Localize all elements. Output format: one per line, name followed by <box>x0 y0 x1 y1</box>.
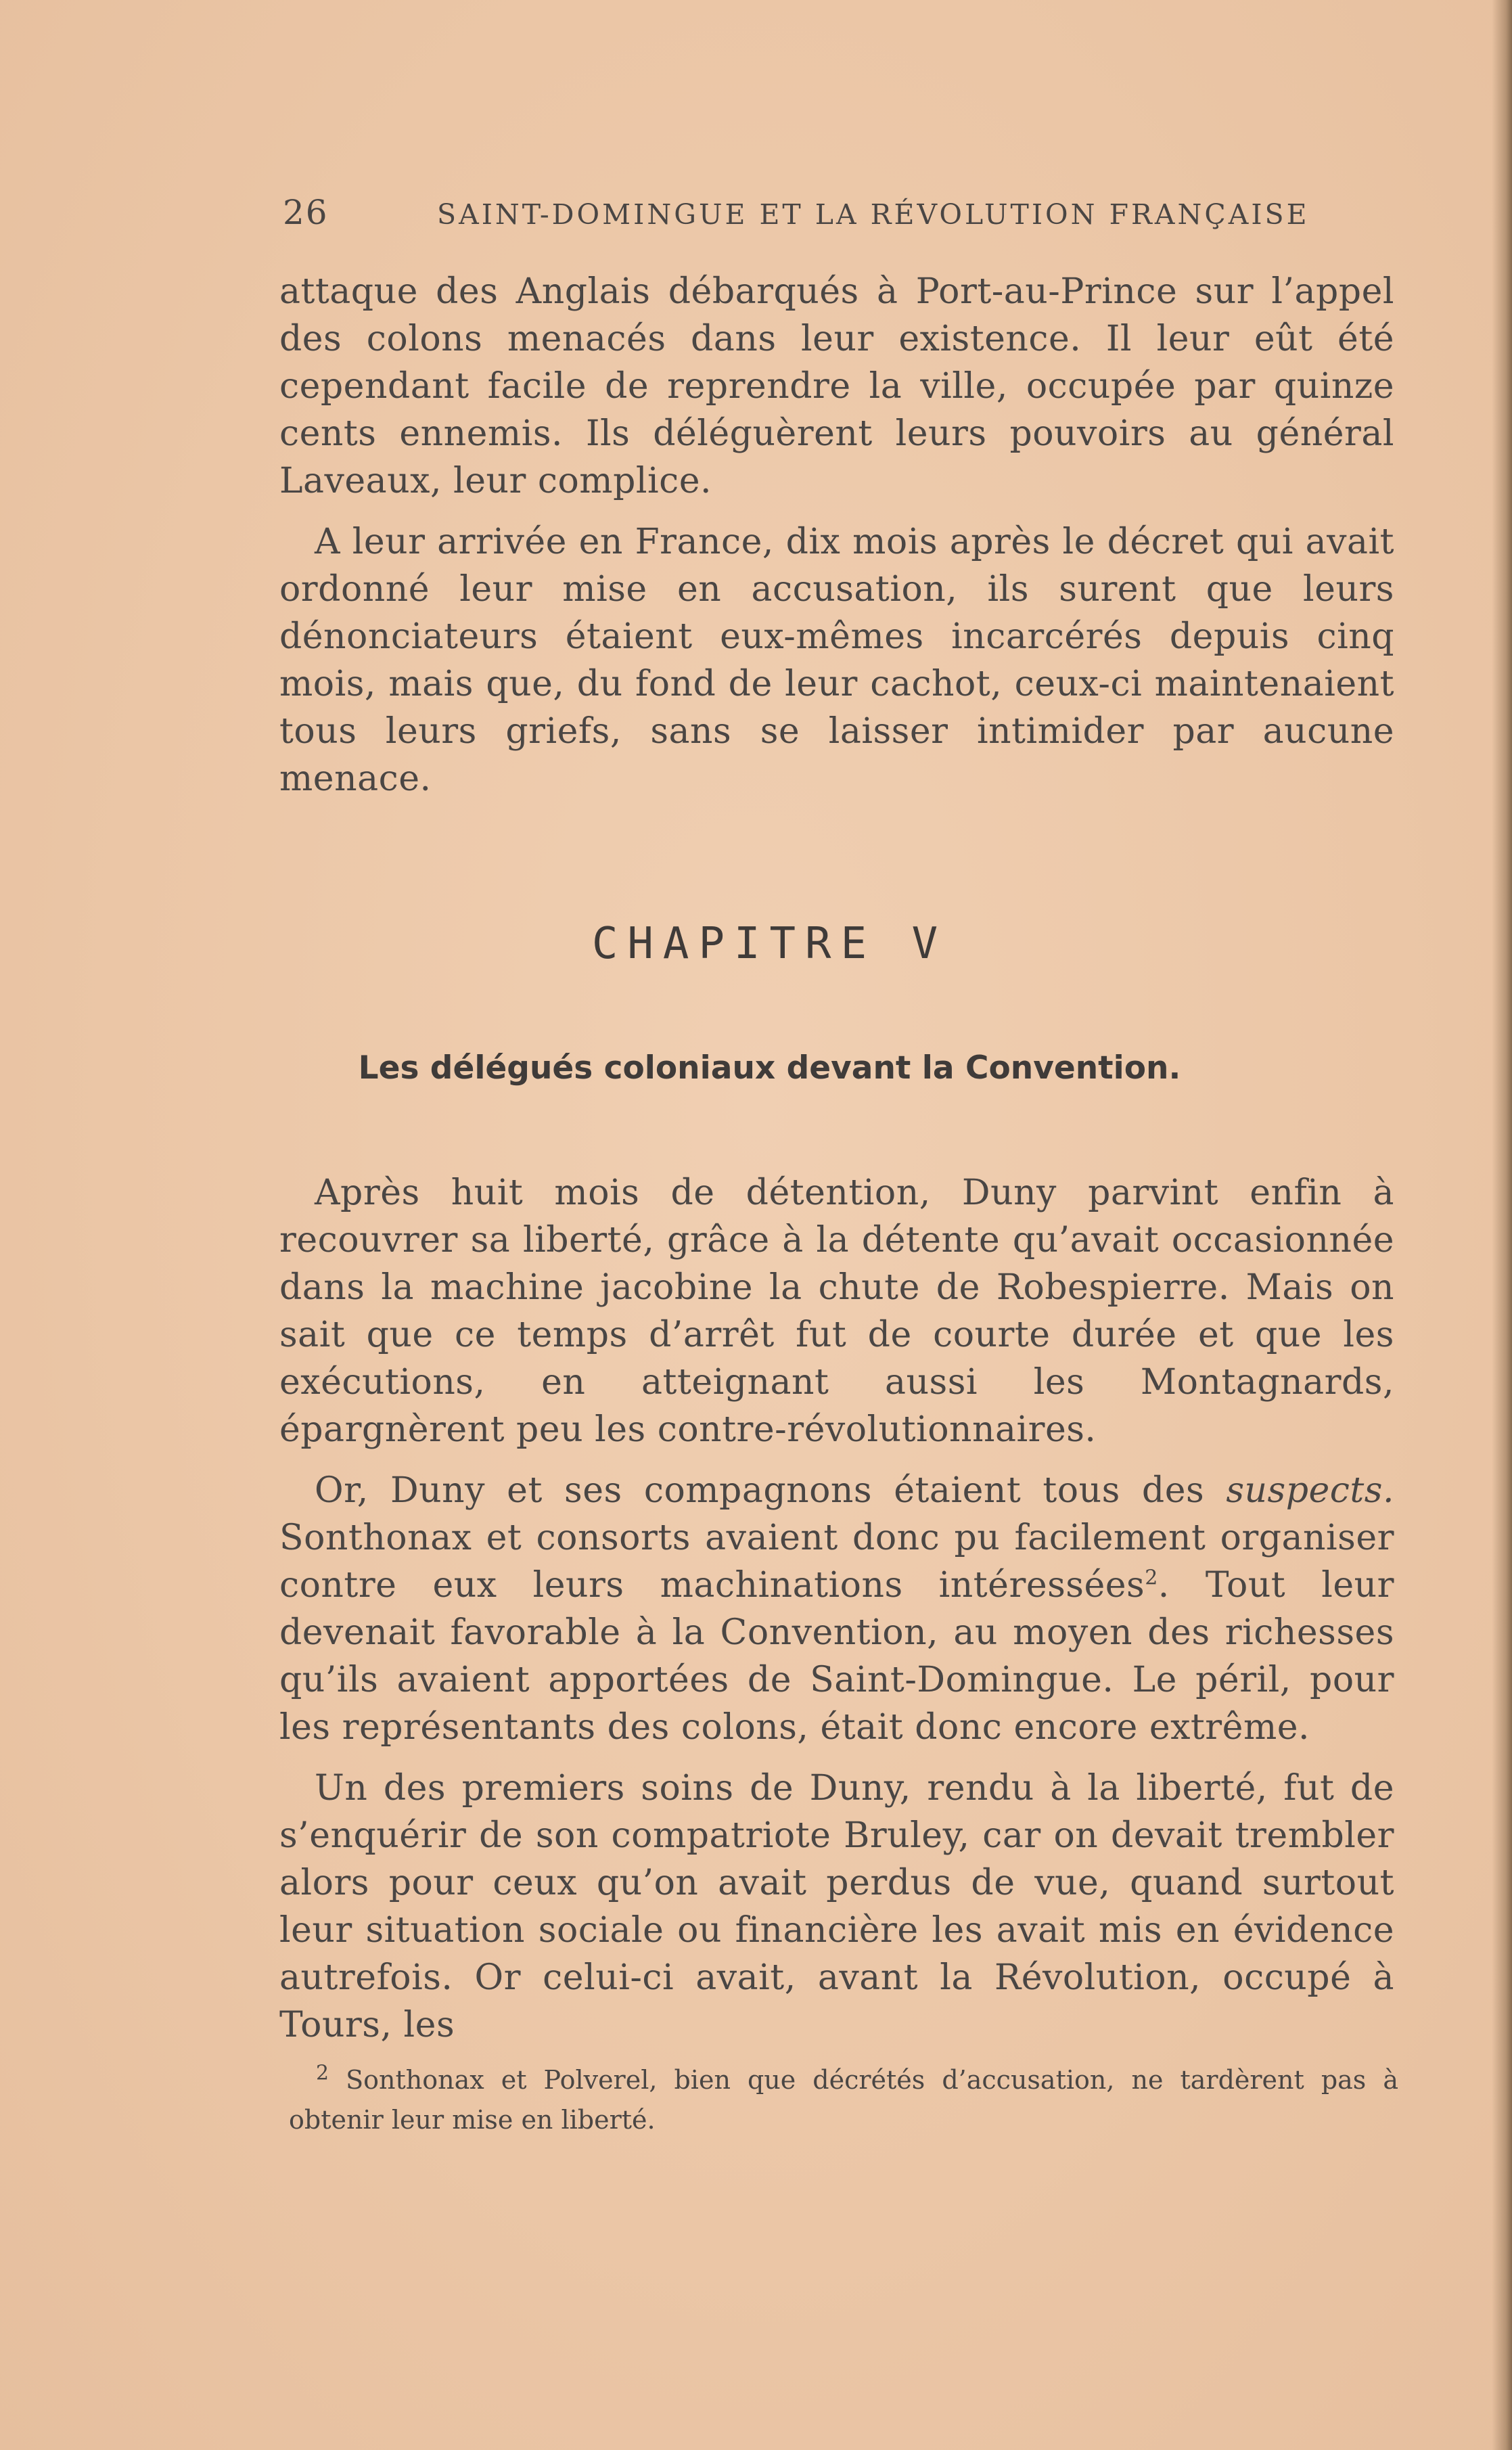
page-number: 26 <box>283 193 329 232</box>
continued-text <box>279 268 1394 802</box>
paragraph-bruley: Un des premiers soins de Duny, rendu à la liberté, fut de s’enquérir de son compatriote Bruley, car on devait trembler alors pour ceux qu’on avait perdus de vue, quand surtout leur situation sociale ou financière les avait mis en évidence autrefois. Or celui-ci avait, avant la Révolution, occupé à Tours, les <box>279 1768 1394 2045</box>
italic-suspects: suspects. <box>1226 1470 1394 1511</box>
page-edge-shadow <box>1492 0 1512 2450</box>
footnote-marker: 2 <box>316 2061 329 2085</box>
chapter-heading: CHAPITRE V <box>591 919 948 969</box>
footnote-text: Sonthonax et Polverel, bien que décrétés d’accusation, ne tardèrent pas à obtenir leur mise en liberté. <box>289 2065 1398 2135</box>
paragraph-arrival: A leur arrivée en France, dix mois après le décret qui avait ordonné leur mise en accusation, ils surent que leurs dénonciateurs étaient eux-mêmes incarcérés depuis cinq mois, mais que, du fond de leur cachot, ceux-ci maintenaient tous leurs griefs, sans se laisser intimider par aucune menace. <box>279 522 1394 799</box>
paragraph-suspects-start: Or, Duny et ses compagnons étaient tous des <box>315 1470 1227 1511</box>
paragraph-continued: attaque des Anglais débarqués à Port-au-Prince sur l’appel des colons menacés dans leur existence. Il leur eût été cependant facile de reprendre la ville, occupée par quinze cents ennemis. Ils déléguèrent leurs pouvoirs au général Laveaux, leur complice. <box>279 271 1394 501</box>
paragraph-suspects <box>279 1467 1394 1751</box>
paragraph-detention: Après huit mois de détention, Duny parvint enfin à recouvrer sa liberté, grâce à la détente qu’avait occasionnée dans la machine jacobine la chute de Robespierre. Mais on sait que ce temps d’arrêt fut de courte durée et que les exécutions, en atteignant aussi les Montagnards, épargnèrent peu les contre-révolutionnaires. <box>279 1173 1394 1450</box>
paragraph-suspects-end: . Tout leur devenait favorable à la Convention, au moyen des richesses qu’ils avaient apportées de Saint-Domingue. Le péril, pour les représentants des colons, était donc encore extrême. <box>279 1565 1394 1748</box>
paragraph-suspects-mid: Sonthonax et consorts avaient donc pu facilement organiser contre eux leurs machinations intéressées <box>279 1518 1394 1606</box>
footnote-reference: 2 <box>1145 1566 1158 1590</box>
chapter-subtitle: Les délégués coloniaux devant la Convention. <box>358 1049 1181 1087</box>
chapter-body <box>279 1169 1394 2049</box>
running-title: SAINT-DOMINGUE ET LA RÉVOLUTION FRANÇAISE <box>437 198 1310 231</box>
running-header <box>283 193 1392 233</box>
footnote <box>289 2060 1398 2140</box>
